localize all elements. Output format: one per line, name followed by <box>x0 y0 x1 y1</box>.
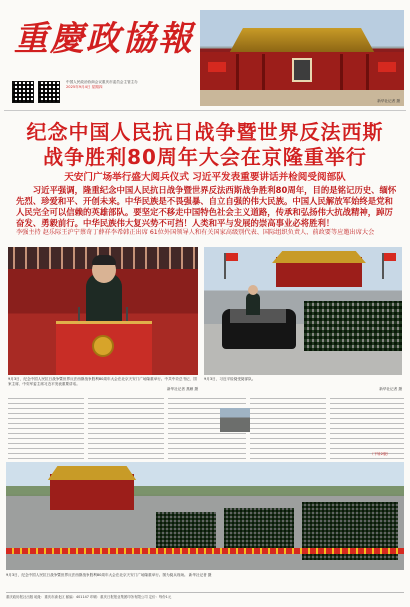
divider <box>4 110 406 111</box>
newspaper-title: 重慶政協報 <box>14 19 194 59</box>
qr-code-icon <box>38 81 60 103</box>
reviewer-head <box>248 285 258 295</box>
article-column <box>88 396 164 460</box>
gate-column <box>366 54 369 90</box>
flag-icon <box>378 62 396 72</box>
subheadline: 天安门广场举行盛大阅兵仪式 习近平发表重要讲话并检阅受阅部队 <box>64 172 346 183</box>
speaker-hair <box>92 255 116 265</box>
continued-marker: （下转2版） <box>370 452 391 456</box>
photo-right-credit: 新华社记者 摄 <box>379 387 402 391</box>
flag-icon <box>208 62 226 72</box>
masthead-meta <box>66 80 201 90</box>
flag-icon <box>382 253 384 279</box>
troop-formation <box>224 508 294 548</box>
photo-parade-square <box>6 462 404 570</box>
meta-publisher: 中国人民政治协商会议重庆市委员会主管主办 <box>66 80 138 84</box>
main-headline-line1: 纪念中国人民抗日战争暨世界反法西斯 <box>26 120 384 144</box>
photo-right-caption: 9月3日，习近平检阅受阅部队。 <box>204 377 256 381</box>
gate-roof <box>220 28 384 52</box>
gate-column <box>236 54 239 90</box>
gate-roof <box>44 466 140 480</box>
flag-icon <box>224 253 226 279</box>
gate-column <box>340 54 343 90</box>
qr-code-icon <box>12 81 34 103</box>
photo-bottom-caption: 9月3日，纪念中国人民抗日战争暨世界反法西斯战争胜利80周年大会在北京天安门广场隆重举行。图为阅兵现场。 新华社记者 摄 <box>6 573 212 577</box>
top-photo-tiananmen <box>200 10 404 106</box>
photo-left-caption: 9月3日，纪念中国人民抗日战争暨世界反法西斯战争胜利80周年大会在北京天安门广场隆重举行。中共中央总书记、国家主席、中央军委主席习近平发表重要讲话。 <box>8 377 197 386</box>
photo-credit: 新华社记者 摄 <box>377 99 400 103</box>
flag-strip <box>6 548 404 554</box>
meta-date: 2025年9月4日 星期四 <box>66 85 103 89</box>
photo-review <box>204 247 402 375</box>
main-headline-line2: 战争胜利80周年大会在京隆重举行 <box>43 145 367 169</box>
photo-speech <box>8 247 198 375</box>
troop-formation <box>156 512 216 552</box>
lead-paragraph: 习近平强调，隆重纪念中国人民抗日战争暨世界反法西斯战争胜利80周年，目的是铭记历史、缅怀先烈、珍爱和平、开创未来。中华民族是不畏强暴、自立自强的伟大民族。中国人民解放军始终是党和人民完全可以信赖的英雄部队。要坚定不移走中国特色社会主义道路，传承和弘扬伟大抗战精神，踔厉奋发、勇毅前行。中华民族伟大复兴势不可挡！人类和平与发展的崇高事业必将胜利！ <box>16 185 397 228</box>
article-column <box>250 396 326 460</box>
byline: 李强主持 赵乐际王沪宁蔡奇丁薛祥李希韩正出席 61位外国领导人和有关国家高级别代表、国际组织负责人、前政要等应邀出席大会 <box>16 229 375 236</box>
article-column <box>8 396 84 460</box>
troop-formation <box>304 301 402 351</box>
national-emblem-icon <box>92 335 114 357</box>
photo-left-credit: 新华社记者 燕雁 摄 <box>166 387 198 391</box>
gate-column <box>262 54 265 90</box>
gate-roof <box>268 251 370 263</box>
reviewer-body <box>246 293 260 315</box>
page-footer: 重庆政协报社出版 地址：重庆市渝北区 邮编：401147 印刷：重庆日报报业集团印务有限公司 定价：每份1元 <box>6 592 404 599</box>
article-column <box>330 396 404 460</box>
gate-portrait <box>292 58 312 82</box>
